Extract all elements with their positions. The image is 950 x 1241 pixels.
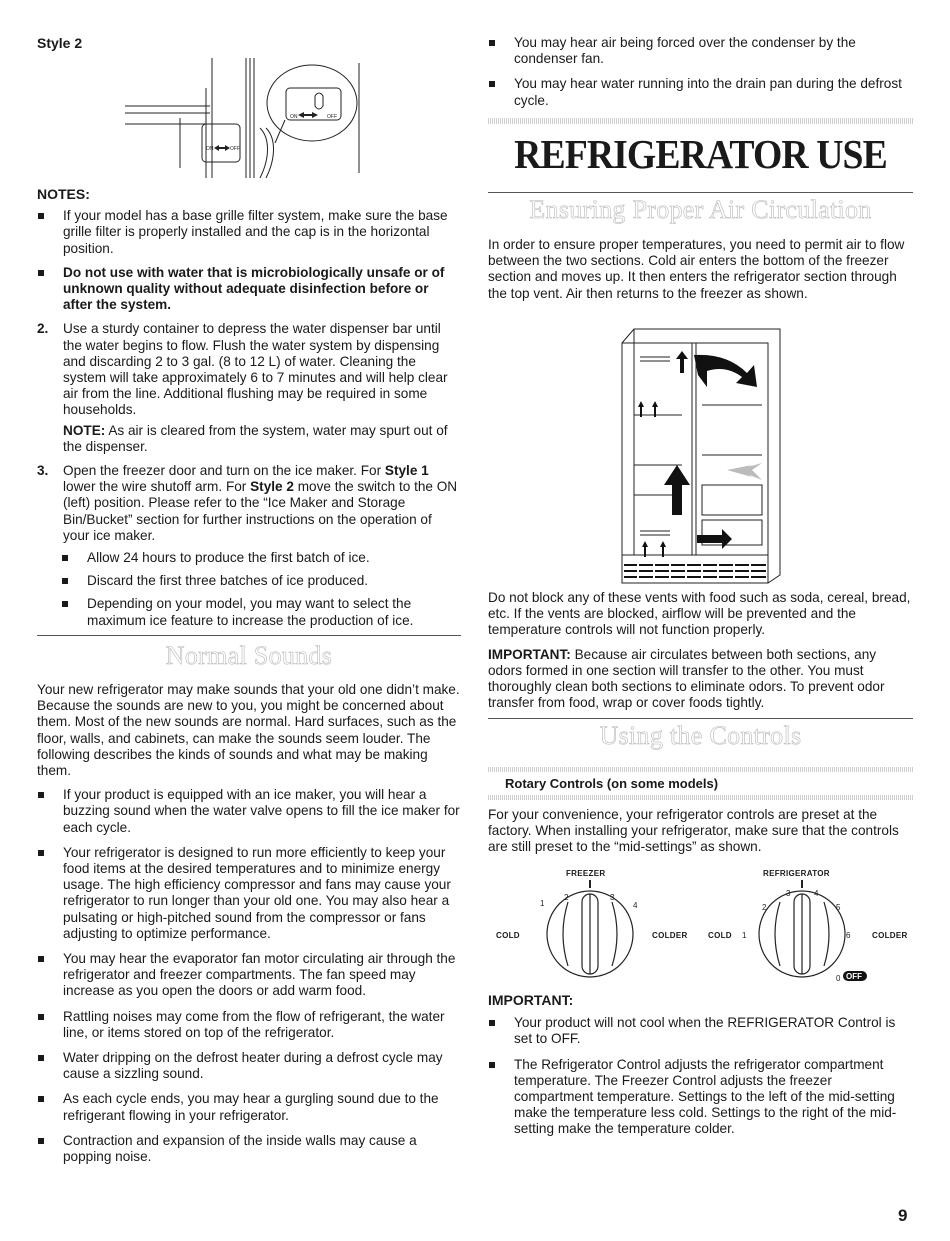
fridge-tick: 1	[742, 931, 747, 940]
title-hatch	[488, 118, 913, 124]
rotary-hatch-bottom	[488, 795, 913, 800]
freezer-tick: 4	[633, 901, 638, 910]
style-1-ref: Style 1	[384, 463, 429, 479]
step-3	[37, 463, 461, 544]
refrigerator-dial-label: REFRIGERATOR	[763, 869, 830, 878]
fridge-tick: 5	[836, 903, 841, 912]
freezer-colder-label: COLDER	[652, 931, 688, 940]
sound-item: You may hear the evaporator fan motor circulating air through the refrigerator and freezer compartments. The fan speed may increase as you open the doors or add warm food.	[37, 951, 461, 1000]
style2-label: Style 2	[37, 35, 83, 51]
off-badge-label: OFF	[846, 972, 862, 981]
step-2-text: Use a sturdy container to depress the water dispenser bar until the water begins to flow. Flush the water system by dispensing and discarding 2 to 3 gal. (8 to 12 L) of water. Cleaning the system will take approximately 6 to 7 minutes and will help clear air from the line. Additional flushing may be required in some households.	[63, 321, 448, 418]
air-circulation-illustration	[612, 325, 792, 590]
page-number: 9	[898, 1206, 908, 1225]
sub-item: Allow 24 hours to produce the first batch of ice.	[61, 550, 461, 566]
fridge-tick: 2	[762, 903, 767, 912]
style-2-ref: Style 2	[250, 479, 294, 495]
divider	[37, 635, 461, 636]
step-2	[37, 321, 461, 455]
freezer-tick: 2	[564, 893, 569, 902]
rotary-heading: Rotary Controls (on some models)	[505, 776, 719, 791]
step-3-text: Open the freezer door and turn on the ice maker. For Style 1 lower the wire shutoff arm. For Style 2 move the switch to the ON (left) position. Please refer to the “Ice Maker and Storage Bin/Bucket” section for further instructions on the operation of your ice maker.	[63, 463, 458, 543]
illus-off-label-2: OFF	[230, 146, 240, 152]
sound-item: You may hear water running into the drain pan during the defrost cycle.	[488, 76, 913, 108]
notes-heading: NOTES:	[37, 186, 90, 202]
sound-item: Your refrigerator is designed to run more efficiently to keep your food items at the desired temperatures and to minimize energy usage. The high efficiency compressor and fans may cause your refrigerator to run longer than your old one. You may also hear a pulsating or high-pitched sound from the compressor or fans adjusting to optimize performance.	[37, 845, 461, 942]
important-item: Your product will not cool when the REFRIGERATOR Control is set to OFF.	[488, 1015, 913, 1047]
step-number: 2.	[37, 321, 49, 337]
freezer-tick: 1	[540, 899, 545, 908]
illus-on-label: ON	[290, 114, 298, 120]
important-text: Because air circulates between both sections, any odors formed in one section will transfer to the other. You must thoroughly clean both sections to eliminate odors. To prevent odor transfer from food, wrap or cover foods tightly.	[488, 646, 885, 711]
note-label: NOTE:	[63, 422, 106, 438]
note-item-warning: Do not use with water that is microbiologically unsafe or of unknown quality without adequate disinfection before or after the system.	[37, 265, 461, 314]
sound-item: If your product is equipped with an ice maker, you will hear a buzzing sound when the water valve opens to fill the ice maker for each cycle.	[37, 787, 461, 836]
freezer-dial-label: FREEZER	[566, 869, 606, 878]
step-2-note	[63, 423, 461, 455]
important-paragraph	[488, 647, 913, 712]
refrigerator-dial[interactable]	[742, 876, 872, 981]
section-title: REFRIGERATOR USE	[514, 131, 887, 177]
illus-on-label-2: ON	[206, 146, 214, 152]
normal-sounds-intro: Your new refrigerator may make sounds that your old one didn’t make. Because the sounds are new to you, you might be concerned about them. Most of the new sounds are normal. Hard surfaces, such as the floor, walls, and cabinets, can make the sounds seem louder. The following describes the kinds of sounds and what may be making them.	[37, 682, 460, 779]
fridge-tick: 3	[786, 889, 791, 898]
sound-item: As each cycle ends, you may hear a gurgling sound due to the refrigerant flowing in your refrigerator.	[37, 1091, 461, 1123]
sound-item: Contraction and expansion of the inside walls may cause a popping noise.	[37, 1133, 461, 1165]
ice-maker-switch-illustration	[120, 58, 365, 183]
vents-text: Do not block any of these vents with food such as soda, cereal, bread, etc. If the vents are blocked, airflow will be prevented and the temperature controls will not function properly.	[488, 590, 911, 638]
divider	[488, 718, 913, 719]
refrigerator-colder-label: COLDER	[872, 931, 908, 940]
fridge-tick: 0	[836, 974, 841, 981]
rotary-hatch-top	[488, 767, 913, 772]
note-item: If your model has a base grille filter system, make sure the base grille filter is properly installed and the cap is in the horizontal position.	[37, 208, 461, 257]
note-text: As air is cleared from the system, water may spurt out of the dispenser.	[63, 422, 448, 454]
air-intro: In order to ensure proper temperatures, you need to permit air to flow between the two sections. Cold air enters the bottom of the freezer section and moves up. It then enters the refrigerator section through the top vent. Air then returns to the freezer as shown.	[488, 237, 905, 301]
divider	[488, 192, 913, 193]
sound-item: You may hear air being forced over the condenser by the condenser fan.	[488, 35, 913, 67]
refrigerator-cold-label: COLD	[708, 931, 732, 940]
step-number: 3.	[37, 463, 49, 479]
controls-heading: Using the Controls	[599, 721, 802, 750]
freezer-dial[interactable]	[530, 876, 650, 981]
illus-off-label: OFF	[327, 114, 337, 120]
rotary-intro: For your convenience, your refrigerator controls are preset at the factory. When installing your refrigerator, make sure that the controls are still preset to the “mid-settings” as shown.	[488, 807, 899, 855]
normal-sounds-section	[37, 682, 461, 1165]
fridge-tick: 6	[846, 931, 851, 940]
normal-sounds-heading: Normal Sounds	[165, 641, 333, 670]
sound-item: Rattling noises may come from the flow of refrigerant, the water line, or items stored on top of the refrigerator.	[37, 1009, 461, 1041]
fridge-tick: 4	[814, 889, 819, 898]
sub-item: Depending on your model, you may want to select the maximum ice feature to increase the production of ice.	[61, 596, 461, 628]
freezer-tick: 3	[610, 893, 615, 902]
sub-item: Discard the first three batches of ice produced.	[61, 573, 461, 589]
freezer-cold-label: COLD	[496, 931, 520, 940]
important-item: The Refrigerator Control adjusts the refrigerator compartment temperature. The Freezer Control adjusts the freezer compartment temperature. Settings to the left of the mid-setting make the temperature less cold. Settings to the right of the mid-setting make the temperature colder.	[488, 1057, 913, 1138]
important-heading: IMPORTANT:	[488, 992, 574, 1008]
sound-item: Water dripping on the defrost heater during a defrost cycle may cause a sizzling sound.	[37, 1050, 461, 1082]
important-label: IMPORTANT:	[488, 646, 571, 662]
air-circulation-heading: Ensuring Proper Air Circulation	[529, 195, 872, 224]
